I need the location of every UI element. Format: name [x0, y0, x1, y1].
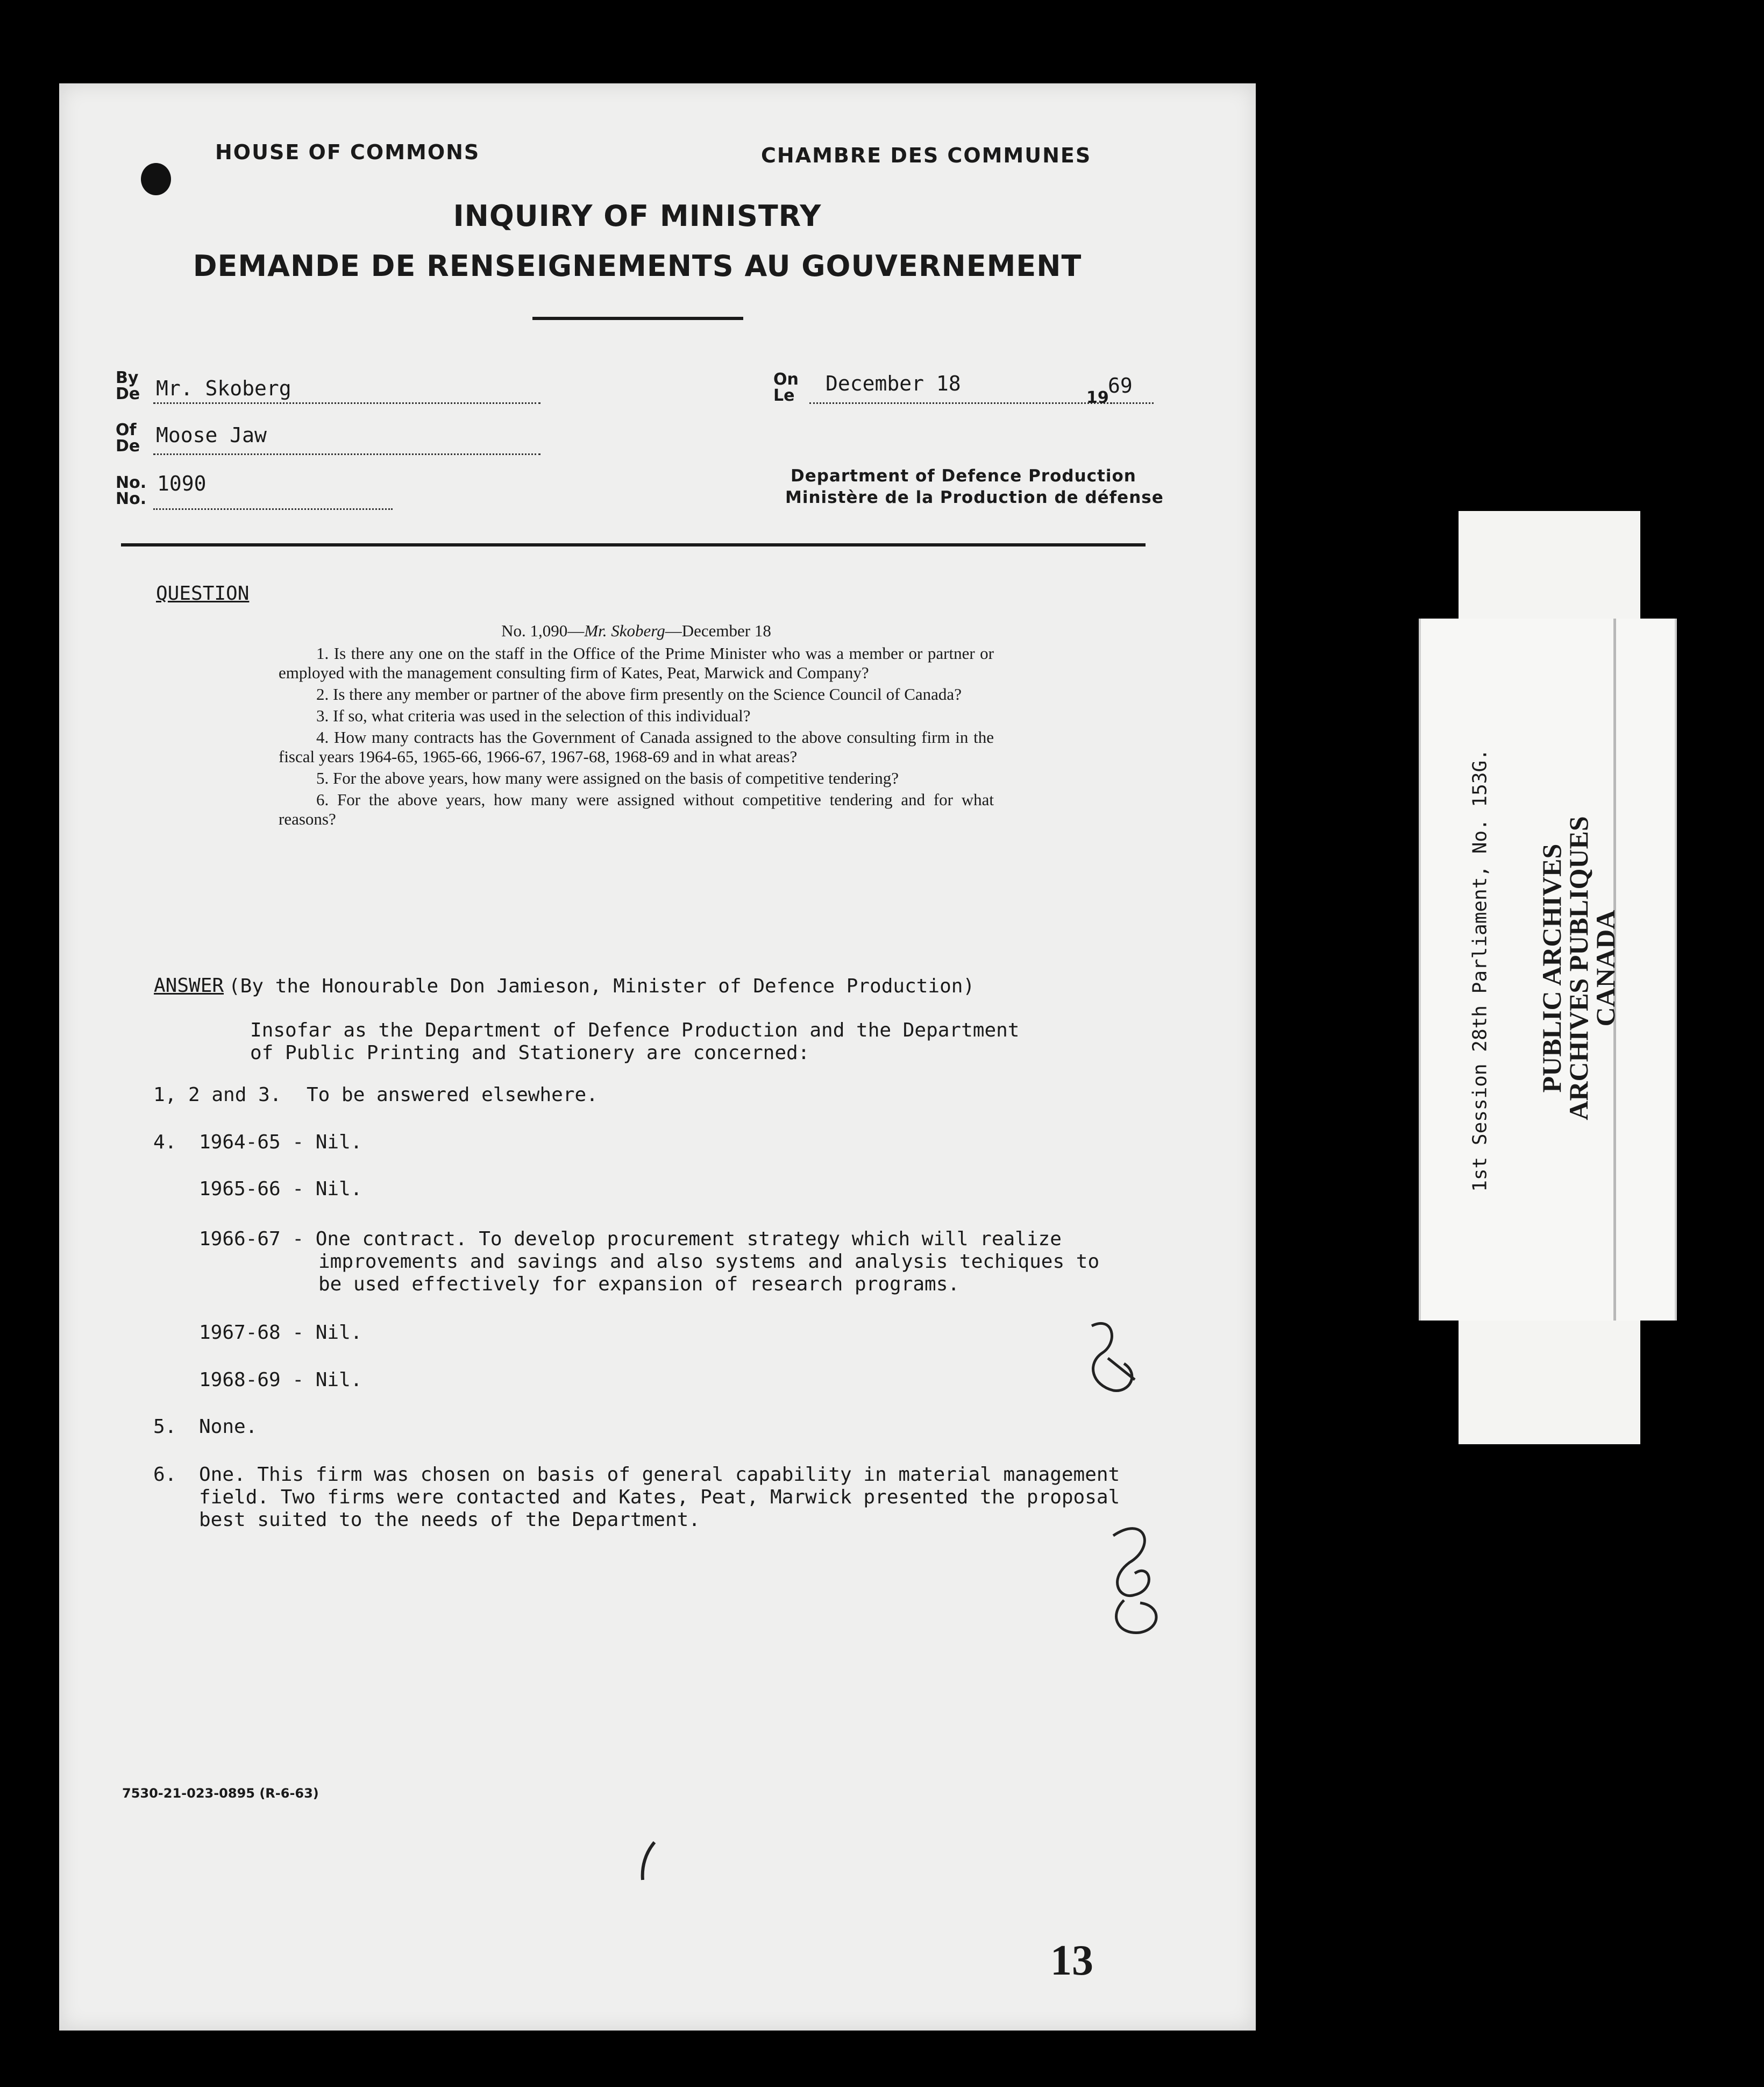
ink-blot [141, 163, 171, 195]
year-row-3: 1966-67 - One contract. To develop procurement strategy which will realize [199, 1228, 1062, 1250]
question-item: 5. For the above years, how many were assigned on the basis of competitive tendering? [316, 769, 899, 787]
question-item: 6. For the above years, how many were assigned without competitive tendering and for what reasons? [279, 790, 994, 828]
on-label: On Le [773, 370, 799, 405]
question-heading: No. 1,090—Mr. Skoberg—December 18 [501, 621, 771, 640]
header-right: CHAMBRE DES COMMUNES [761, 144, 1092, 167]
archive-stamp-line-1: PUBLIC ARCHIVES [1537, 843, 1567, 1093]
answer-123-text: To be answered elsewhere. [307, 1084, 598, 1106]
header-left: HOUSE OF COMMONS [215, 140, 480, 164]
page-number: 13 [1050, 1937, 1093, 1984]
of-dotted-line [153, 453, 540, 455]
no-dotted-line [153, 508, 393, 510]
question-item: 2. Is there any member or partner of the above firm presently on the Science Council of Canada? [316, 685, 962, 704]
of-label: Of De [116, 421, 140, 456]
answer-5-text: None. [199, 1416, 258, 1438]
answer-123-number: 1, 2 and 3. [153, 1084, 282, 1106]
by-dotted-line [153, 402, 540, 404]
year-row-3-line-2: improvements and savings and also systems and analysis techiques to [318, 1251, 1100, 1273]
answer-label: ANSWER [154, 975, 224, 997]
pencil-mark [637, 1840, 659, 1883]
year-value: 69 [1108, 374, 1133, 397]
question-block [279, 621, 994, 831]
answer-by-line: (By the Honourable Don Jamieson, Minister of Defence Production) [229, 975, 975, 997]
answer-4-number: 4. [153, 1131, 177, 1153]
department-en: Department of Defence Production [791, 466, 1136, 486]
no-label: No. No. [116, 473, 147, 508]
question-item: 3. If so, what criteria was used in the selection of this individual? [316, 706, 751, 725]
year-row-5: 1968-69 - Nil. [199, 1369, 362, 1391]
answer-intro-2: of Public Printing and Stationery are concerned: [250, 1042, 810, 1064]
handwritten-initials-1 [1070, 1310, 1156, 1401]
handwritten-initials-2 [1097, 1514, 1183, 1638]
title-en: INQUIRY OF MINISTRY [453, 199, 822, 233]
title-underline [532, 317, 743, 320]
document-page [59, 83, 1256, 2031]
archive-session-text: 1st Session 28th Parliament, No. 153G. [1469, 749, 1491, 1192]
title-fr: DEMANDE DE RENSEIGNEMENTS AU GOUVERNEMENT [193, 249, 1082, 283]
department-fr: Ministère de la Production de défense [785, 488, 1164, 507]
by-label: By De [116, 368, 140, 403]
by-value: Mr. Skoberg [156, 377, 291, 400]
archive-stamp [1538, 816, 1619, 1120]
year-prefix: 19 [1086, 388, 1109, 407]
year-row-1: 1964-65 - Nil. [199, 1131, 362, 1153]
question-item: 1. Is there any one on the staff in the Office of the Prime Minister who was a member or partner or employed with the management consulting firm of Kates, Peat, Marwick and Company? [279, 644, 994, 682]
year-row-3-line-3: be used effectively for expansion of research programs. [318, 1273, 960, 1295]
year-row-4: 1967-68 - Nil. [199, 1322, 362, 1344]
archive-stamp-line-2: ARCHIVES PUBLIQUES [1563, 816, 1594, 1120]
on-value: December 18 [826, 372, 961, 395]
year-dotted-line [1111, 402, 1154, 404]
answer-intro-1: Insofar as the Department of Defence Production and the Department [250, 1019, 1020, 1041]
form-number: 7530-21-023-0895 (R-6-63) [122, 1786, 319, 1801]
answer-6-line-3: best suited to the needs of the Department. [199, 1509, 700, 1531]
year-row-2: 1965-66 - Nil. [199, 1178, 362, 1200]
answer-6-number: 6. [153, 1464, 177, 1486]
no-value: 1090 [157, 472, 207, 495]
of-value: Moose Jaw [156, 423, 267, 447]
question-label: QUESTION [156, 583, 250, 605]
answer-6-line-2: field. Two firms were contacted and Kates, Peat, Marwick presented the proposal [199, 1486, 1120, 1508]
header-separator [121, 543, 1146, 546]
archive-stamp-line-3: CANADA [1590, 910, 1620, 1027]
answer-5-number: 5. [153, 1416, 177, 1438]
question-item: 4. How many contracts has the Government of Canada assigned to the above consulting firm in the fiscal years 1964-65, 1965-66, 1966-67, 1967-68, 1968-69 and in what areas? [279, 728, 994, 766]
answer-6-line-1: One. This firm was chosen on basis of general capability in material management [199, 1464, 1120, 1486]
